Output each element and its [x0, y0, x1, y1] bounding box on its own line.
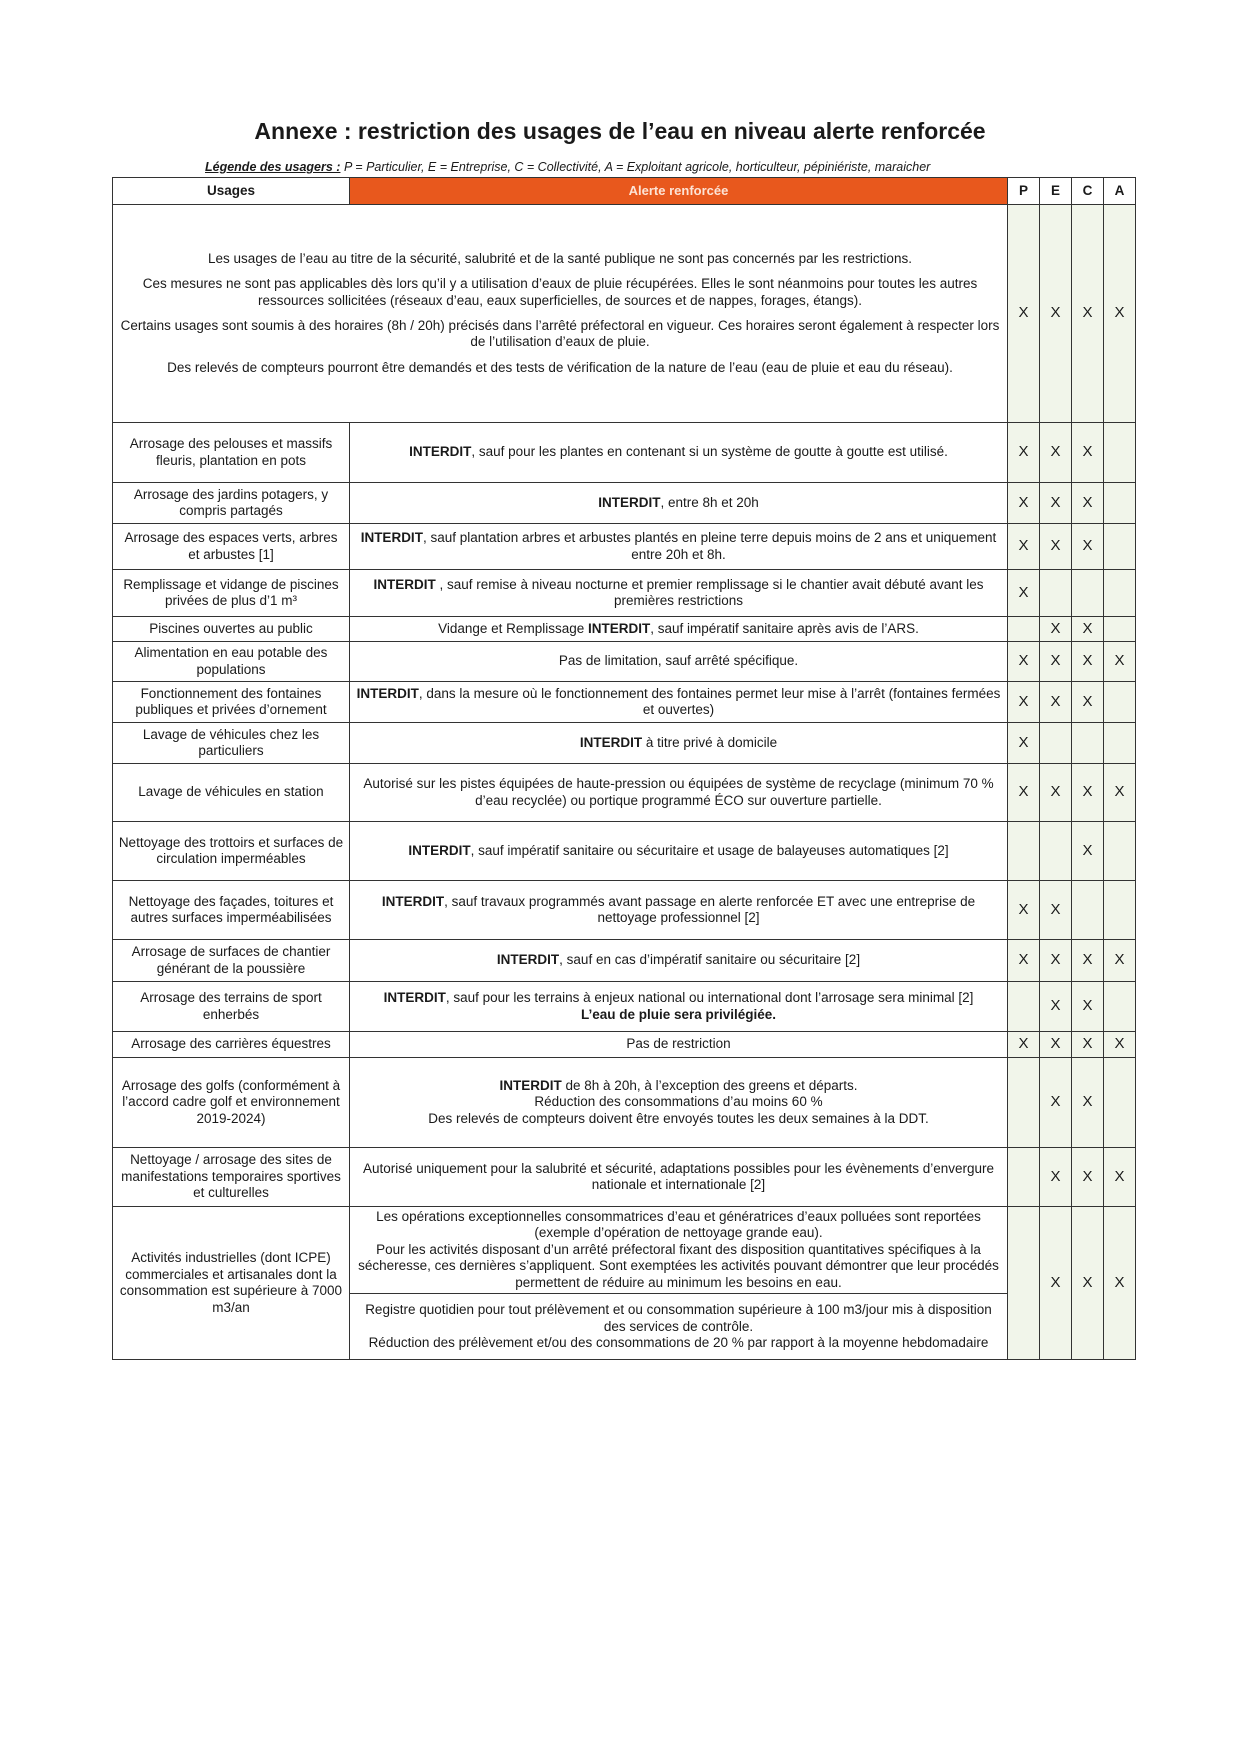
restriction-detail: de 8h à 20h, à l’exception des greens et départs. [561, 1077, 858, 1093]
header-row [113, 178, 1136, 205]
mark-c: X [1072, 423, 1104, 483]
mark-a [1104, 617, 1136, 642]
usage-label: Remplissage et vidange de piscines privées de plus d’1 m³ [113, 570, 350, 617]
mark-e: X [1040, 764, 1072, 822]
intro-paragraph: Les usages de l’eau au titre de la sécurité, salubrité et de la santé publique ne sont pas concernés par les restrictions. [208, 250, 912, 266]
restriction-detail: à titre privé à domicile [642, 734, 778, 750]
restriction-detail: Pas de restriction [626, 1036, 731, 1052]
mark-a: X [1104, 764, 1136, 822]
usage-label: Activités industrielles (dont ICPE) commerciales et artisanales dont la consommation est supérieure à 7000 m3/an [113, 1207, 350, 1360]
table-row [113, 881, 1136, 940]
usage-label: Arrosage des carrières équestres [113, 1032, 350, 1058]
restriction-keyword: INTERDIT [579, 734, 643, 750]
restriction-detail: Les opérations exceptionnelles consommatrices d’eau et génératrices d’eaux polluées sont reportées (exemple d’opération de nettoyage grande eau). [376, 1209, 981, 1241]
restriction-detail: Pas de limitation, sauf arrêté spécifique. [558, 653, 799, 669]
mark-a [1104, 723, 1136, 764]
mark-a: X [1104, 205, 1136, 423]
table-row [113, 1207, 1136, 1294]
table-row [113, 822, 1136, 881]
mark-e: X [1040, 642, 1072, 682]
restriction-detail: Registre quotidien pour tout prélèvement et ou consommation supérieure à 100 m3/jour mis à disposition des services de contrôle. [365, 1302, 992, 1334]
table-row [113, 940, 1136, 982]
mark-e [1040, 570, 1072, 617]
mark-a [1104, 881, 1136, 940]
table-row [113, 423, 1136, 483]
mark-p: X [1008, 723, 1040, 764]
mark-c: X [1072, 205, 1104, 423]
mark-e: X [1040, 1207, 1072, 1360]
restriction-text [350, 1058, 1008, 1148]
restriction-keyword: INTERDIT [499, 1077, 562, 1093]
restriction-keyword: INTERDIT [381, 893, 445, 909]
restriction-note: L’eau de pluie sera privilégiée. [580, 1006, 777, 1022]
restriction-text [350, 982, 1008, 1032]
restriction-text [350, 1032, 1008, 1058]
restriction-text [350, 682, 1008, 723]
restriction-keyword: INTERDIT [408, 842, 471, 858]
mark-a [1104, 982, 1136, 1032]
mark-c: X [1072, 1058, 1104, 1148]
header-c: C [1072, 178, 1104, 205]
mark-c: X [1072, 483, 1104, 524]
table-row [113, 570, 1136, 617]
restriction-keyword: INTERDIT [360, 530, 423, 546]
table-row [113, 682, 1136, 723]
mark-e: X [1040, 524, 1072, 570]
restriction-text [350, 940, 1008, 982]
mark-a [1104, 483, 1136, 524]
header-usages: Usages [113, 178, 350, 205]
mark-p: X [1008, 524, 1040, 570]
mark-c: X [1072, 642, 1104, 682]
mark-p: X [1008, 205, 1040, 423]
mark-e: X [1040, 617, 1072, 642]
usage-label: Arrosage des terrains de sport enherbés [113, 982, 350, 1032]
usage-label: Lavage de véhicules en station [113, 764, 350, 822]
mark-p: X [1008, 483, 1040, 524]
mark-e: X [1040, 1058, 1072, 1148]
restriction-text [350, 764, 1008, 822]
mark-e: X [1040, 423, 1072, 483]
mark-p [1008, 1148, 1040, 1207]
usage-label: Fonctionnement des fontaines publiques et privées d’ornement [113, 682, 350, 723]
mark-c [1072, 570, 1104, 617]
mark-e: X [1040, 483, 1072, 524]
mark-p: X [1008, 1032, 1040, 1058]
mark-p: X [1008, 642, 1040, 682]
mark-c: X [1072, 682, 1104, 723]
mark-p: X [1008, 764, 1040, 822]
restriction-note: Des relevés de compteurs doivent être envoyés toutes les deux semaines à la DDT. [428, 1110, 929, 1126]
intro-paragraph: Certains usages sont soumis à des horaires (8h / 20h) précisés dans l’arrêté préfectoral en vigueur. Ces horaires seront également à respecter lors de l’utilisation d’eaux de pluie. [120, 318, 1000, 350]
restriction-keyword: INTERDIT [496, 952, 560, 968]
legend [205, 160, 930, 174]
restriction-keyword: INTERDIT [598, 494, 661, 510]
mark-e: X [1040, 1032, 1072, 1058]
restriction-text [350, 1294, 1008, 1360]
mark-a: X [1104, 1148, 1136, 1207]
restriction-detail: , sauf pour les plantes en contenant si un système de goutte à goutte est utilisé. [471, 444, 948, 460]
mark-p: X [1008, 881, 1040, 940]
mark-p [1008, 1058, 1040, 1148]
restriction-keyword: INTERDIT [373, 576, 436, 592]
mark-p [1008, 982, 1040, 1032]
restriction-text [350, 570, 1008, 617]
mark-c: X [1072, 822, 1104, 881]
restriction-detail: , sauf en cas d’impératif sanitaire ou sécuritaire [2] [559, 952, 861, 968]
usage-label: Arrosage des pelouses et massifs fleuris, plantation en pots [113, 423, 350, 483]
restriction-detail: , sauf impératif sanitaire après avis de l’ARS. [650, 620, 919, 636]
restriction-text [350, 617, 1008, 642]
restriction-keyword: INTERDIT [383, 990, 446, 1006]
mark-c: X [1072, 764, 1104, 822]
legend-label: Légende des usagers : [205, 160, 341, 174]
mark-a [1104, 524, 1136, 570]
restriction-prefix: Vidange et Remplissage [438, 620, 588, 636]
mark-e: X [1040, 982, 1072, 1032]
restriction-text [350, 881, 1008, 940]
intro-row [113, 205, 1136, 423]
restriction-note: Réduction des consommations d’au moins 60 % [534, 1094, 823, 1110]
restriction-text [350, 1148, 1008, 1207]
mark-e: X [1040, 940, 1072, 982]
mark-c: X [1072, 1148, 1104, 1207]
restriction-text [350, 423, 1008, 483]
restriction-detail: Autorisé sur les pistes équipées de haute-pression ou équipées de système de recyclage (minimum 70 % d’eau recyclée) ou portique programmé ÉCO sur ouverture partielle. [363, 776, 994, 808]
mark-p: X [1008, 940, 1040, 982]
restriction-detail: , sauf remise à niveau nocturne et premier remplissage si le chantier avait débuté avant les premières restrictions [435, 576, 984, 608]
table-row [113, 483, 1136, 524]
usage-label: Arrosage des espaces verts, arbres et arbustes [1] [113, 524, 350, 570]
restriction-keyword: INTERDIT [356, 685, 419, 701]
restriction-text [350, 483, 1008, 524]
mark-p [1008, 1207, 1040, 1360]
mark-a [1104, 570, 1136, 617]
table-row [113, 1032, 1136, 1058]
mark-c [1072, 723, 1104, 764]
restriction-text [350, 822, 1008, 881]
mark-a [1104, 1058, 1136, 1148]
restriction-detail: Pour les activités disposant d’un arrêté préfectoral fixant des disposition quantitatives spécifiques à la sécheresse, ces dernières s’appliquent. Sont exemptées les activités pouvant démontrer que leur procédés permettent de réduire au minimum les besoins en eau. [358, 1241, 999, 1290]
usage-label: Nettoyage / arrosage des sites de manifestations temporaires sportives et culturelles [113, 1148, 350, 1207]
usage-label: Alimentation en eau potable des populations [113, 642, 350, 682]
mark-c: X [1072, 1032, 1104, 1058]
header-a: A [1104, 178, 1136, 205]
table-row [113, 723, 1136, 764]
usage-label: Piscines ouvertes au public [113, 617, 350, 642]
usage-label: Arrosage de surfaces de chantier générant de la poussière [113, 940, 350, 982]
mark-p: X [1008, 423, 1040, 483]
page-title: Annexe : restriction des usages de l’eau en niveau alerte renforcée [254, 118, 986, 144]
table-row [113, 1058, 1136, 1148]
mark-a [1104, 682, 1136, 723]
restriction-detail: , dans la mesure où le fonctionnement des fontaines permet leur mise à l’arrêt (fontaines fermées et ouvertes) [418, 685, 1001, 717]
restriction-detail: , sauf plantation arbres et arbustes plantés en pleine terre depuis moins de 2 ans et uniquement entre 20h et 8h. [422, 530, 997, 562]
usage-label: Nettoyage des façades, toitures et autres surfaces imperméabilisées [113, 881, 350, 940]
restriction-text [350, 1207, 1008, 1294]
mark-e [1040, 723, 1072, 764]
mark-c: X [1072, 524, 1104, 570]
restriction-detail: , entre 8h et 20h [660, 494, 759, 510]
mark-a [1104, 822, 1136, 881]
table-row [113, 764, 1136, 822]
mark-c: X [1072, 940, 1104, 982]
header-e: E [1040, 178, 1072, 205]
mark-p [1008, 822, 1040, 881]
mark-e: X [1040, 881, 1072, 940]
mark-a [1104, 423, 1136, 483]
intro-paragraph: Des relevés de compteurs pourront être demandés et des tests de vérification de la nature de l’eau (eau de pluie et eau du réseau). [167, 359, 953, 375]
table-row [113, 524, 1136, 570]
mark-c: X [1072, 1207, 1104, 1360]
mark-e: X [1040, 682, 1072, 723]
restriction-detail: Autorisé uniquement pour la salubrité et sécurité, adaptations possibles pour les évènements d’envergure nationale et internationale [2] [362, 1160, 995, 1192]
mark-a: X [1104, 642, 1136, 682]
restriction-text [350, 723, 1008, 764]
restriction-detail: , sauf travaux programmés avant passage en alerte renforcée ET avec une entreprise de nettoyage professionnel [2] [444, 893, 976, 925]
mark-e: X [1040, 1148, 1072, 1207]
restriction-keyword: INTERDIT [409, 444, 472, 460]
mark-p [1008, 617, 1040, 642]
restrictions-table [112, 177, 1136, 1360]
table-row [113, 642, 1136, 682]
restriction-keyword: INTERDIT [587, 620, 651, 636]
mark-a: X [1104, 1207, 1136, 1360]
usage-label: Nettoyage des trottoirs et surfaces de circulation imperméables [113, 822, 350, 881]
mark-p: X [1008, 570, 1040, 617]
restriction-text [350, 524, 1008, 570]
mark-c [1072, 881, 1104, 940]
restriction-detail: , sauf pour les terrains à enjeux national ou international dont l’arrosage sera minimal [2] [445, 990, 974, 1006]
mark-a: X [1104, 1032, 1136, 1058]
mark-e: X [1040, 205, 1072, 423]
legend-text: P = Particulier, E = Entreprise, C = Collectivité, A = Exploitant agricole, horticulteur, pépiniériste, maraicher [343, 160, 931, 174]
mark-p: X [1008, 682, 1040, 723]
restriction-text [350, 642, 1008, 682]
mark-e [1040, 822, 1072, 881]
header-alerte: Alerte renforcée [350, 178, 1008, 205]
usage-label: Arrosage des golfs (conformément à l’accord cadre golf et environnement 2019-2024) [113, 1058, 350, 1148]
mark-c: X [1072, 982, 1104, 1032]
restriction-detail: , sauf impératif sanitaire ou sécuritaire et usage de balayeuses automatiques [2] [470, 842, 949, 858]
mark-c: X [1072, 617, 1104, 642]
header-p: P [1008, 178, 1040, 205]
intro-paragraph: Ces mesures ne sont pas applicables dès lors qu’il y a utilisation d’eaux de pluie récupérées. Elles le sont néanmoins pour toutes les autres ressources sollicitées (réseaux d’eau, eaux superficielles, de sources et de nappes, forages, étangs). [142, 276, 978, 308]
intro-cell [113, 205, 1008, 423]
usage-label: Lavage de véhicules chez les particuliers [113, 723, 350, 764]
usage-label: Arrosage des jardins potagers, y compris partagés [113, 483, 350, 524]
mark-a: X [1104, 940, 1136, 982]
table-row [113, 1148, 1136, 1207]
restriction-detail: Réduction des prélèvement et/ou des consommations de 20 % par rapport à la moyenne hebdomadaire [368, 1335, 989, 1351]
table-row [113, 982, 1136, 1032]
table-row [113, 617, 1136, 642]
